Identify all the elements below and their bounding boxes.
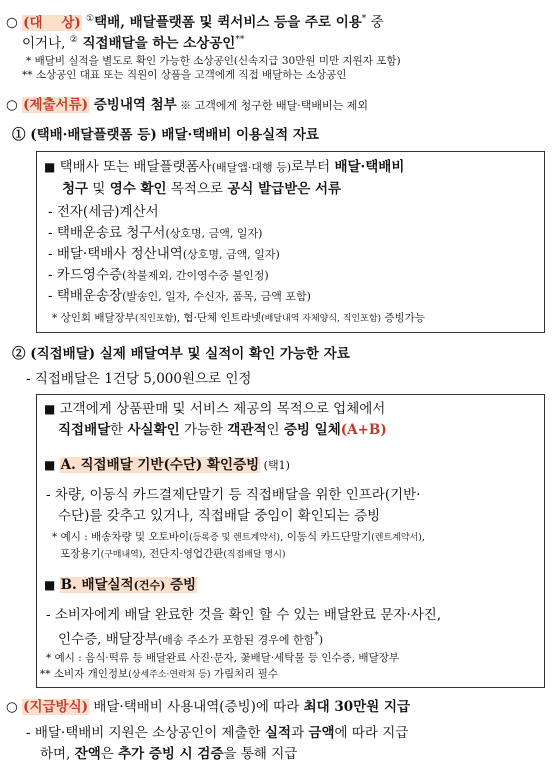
item1-list-2 (48, 245, 280, 264)
item1-heading (12, 126, 319, 144)
item2-B-line-2 (58, 627, 323, 650)
item2-box-line-1 (44, 400, 385, 418)
square-bullet: ■ (44, 578, 56, 592)
footnote-text: * 상인회 배달장부 (52, 312, 135, 324)
subsection-title: B. 배달실적 (60, 577, 134, 593)
box-bold: 청구 (62, 181, 89, 197)
target-note-2 (22, 68, 347, 82)
note-text: * 예시 : 배송차량 및 오토바이 (52, 531, 190, 543)
pay-line-2 (26, 724, 408, 742)
list-item: - 배달·택배사 정산내역 (48, 246, 183, 262)
box-bold: 증빙 일체 (283, 422, 341, 438)
item2-B-line-1 (46, 606, 441, 624)
item2-sub (26, 370, 251, 388)
target-line-2 (22, 31, 244, 53)
docs-title: 증빙내역 첨부 (89, 97, 177, 113)
pay-line-3 (40, 745, 297, 763)
pay-bold: 최대 30만원 지급 (303, 699, 411, 715)
item2-A-line-2 (58, 507, 380, 525)
box-bold: 배달·택배비 (334, 159, 405, 175)
box-text: 한 (110, 422, 128, 438)
note-text: , (421, 531, 426, 543)
note-mark: * (26, 55, 32, 67)
subsection-tag: (택1) (260, 459, 290, 472)
paragraph-small: ) (318, 633, 324, 647)
paragraph-small: (배송 주소가 포함된 경우에 한함 (157, 633, 315, 647)
square-bullet: ■ (44, 160, 56, 174)
box-bold: 직접배달 (58, 422, 111, 438)
note-small: (상세주소·연락처 등) (128, 670, 211, 680)
target-line2-text: 이거나, (22, 35, 70, 52)
item2-A-line-1 (46, 486, 420, 504)
box-bold: 객관적 (227, 422, 267, 438)
paragraph-text: 수단)를 갖추고 있거나, 직접배달 중임이 확인되는 증빙 (58, 508, 381, 524)
pay-text: 과 (291, 725, 309, 741)
box-bold: 사실확인 (127, 422, 180, 438)
item2-A-title (44, 456, 290, 475)
star-marker: ** (235, 35, 245, 45)
sup-marker: ① (86, 14, 95, 24)
target-tag: (대 상) (23, 14, 81, 31)
list-item: - 택배운송료 청구서 (48, 225, 166, 241)
box-red: (A+B) (340, 422, 387, 438)
box-text: 인 (266, 422, 284, 438)
note-mark: ** (22, 69, 33, 81)
box-text: 목적으로 (166, 181, 228, 197)
item2-subtext: - 직접배달은 1건당 5,000원으로 인정 (26, 371, 252, 387)
list-item-detail: (착불제외, 간이영수증 불인정) (122, 269, 269, 282)
box-text: 및 (88, 181, 110, 197)
list-item: - 택배운송장 (48, 288, 123, 304)
docs-tag: (제출서류) (23, 97, 89, 113)
sup-marker: ② (69, 35, 78, 45)
pay-tag: (지급방식) (23, 699, 89, 715)
item-title: (택배·배달플랫폼 등) 배달·택배비 이용실적 자료 (30, 127, 319, 143)
box-text: 고객에게 상품판매 및 서비스 제공의 목적으로 업체에서 (59, 401, 386, 417)
box-text: 택배사 또는 배달플랫폼사 (59, 159, 212, 175)
square-bullet: ■ (44, 458, 56, 472)
item1-list-1 (48, 224, 262, 243)
bullet-circle: ○ (6, 699, 18, 715)
footnote-small: (배달내역 자체양식, 직인포함) (261, 314, 382, 324)
item2-heading (12, 345, 350, 363)
pay-bold: 잔액 (74, 746, 101, 762)
pay-text: 배달·택배비 사용내역(증빙)에 따라 (89, 699, 304, 715)
item1-list-3 (48, 266, 269, 285)
item2-B-title (44, 576, 197, 595)
pay-text: 은 (100, 746, 119, 762)
subsection-title: A. 직접배달 기반(수단) 확인증빙 (60, 457, 260, 473)
item2-B-note-2 (40, 667, 278, 682)
note-text: ** 소비자 개인정보 (40, 668, 129, 680)
item1-box-line-2 (62, 180, 341, 198)
docs-note: ※ 고객에게 청구한 배달·택배비는 제외 (176, 99, 369, 112)
target-line2-bold: 직접배달을 하는 소상공인 (77, 35, 236, 52)
pay-bold: 실적 (264, 725, 292, 741)
pay-line-1 (6, 698, 410, 716)
square-bullet: ■ (44, 402, 56, 416)
note-small: (직접배달 명시) (223, 550, 286, 560)
note-text: , 이동식 카드단말기 (280, 531, 372, 543)
pay-bold: 금액 (308, 725, 335, 741)
item-title: (직접배달) 실제 배달여부 및 실적이 확인 가능한 자료 (30, 346, 350, 362)
target-bold: 주로 이용 (304, 14, 362, 31)
item-number: ② (12, 346, 26, 362)
target-line-1 (6, 10, 384, 32)
footnote-small: (직인포함) (134, 314, 177, 324)
box-small: (배달앱·대행 등) (211, 161, 292, 174)
footnote-text: , 협·단체 인트라넷 (176, 312, 262, 324)
target-note-1 (26, 54, 401, 68)
item-number: ① (12, 127, 26, 143)
note-text: 포장용기 (60, 548, 101, 560)
pay-text: 하며, (40, 746, 75, 762)
note-small: (구매내역) (100, 550, 143, 560)
pay-text: 을 통해 지급 (223, 746, 298, 762)
paragraph-text: - 소비자에게 배달 완료한 것을 확인 할 수 있는 배달완료 문자·사진, (46, 607, 442, 623)
list-item: - 카드영수증 (48, 267, 123, 283)
paragraph-text: 인수증, 배달장부 (58, 631, 158, 648)
box-text: 로부터 (291, 159, 335, 175)
list-item-detail: (상호명, 금액, 일자) (165, 227, 263, 240)
note-text: * 예시 : 음식·떡류 등 배달완료 사진·문자, 꽃배달·세탁물 등 인수증, 배달장부 (46, 652, 399, 664)
footnote-text: 증빙가능 (381, 312, 425, 324)
note-text: , 전단지·영업간판 (142, 548, 224, 560)
bullet-circle: ○ (6, 14, 18, 31)
star-marker: * (361, 14, 367, 24)
bullet-circle: ○ (6, 97, 18, 113)
subsection-small: (건수) (133, 579, 166, 592)
item2-A-note-1 (52, 530, 425, 545)
list-item-detail: (발송인, 일자, 수신자, 품목, 금액 포함) (122, 290, 311, 303)
note-small: (렌트계약서) (371, 533, 422, 543)
note-small: (등록증 및 렌트계약서) (189, 533, 281, 543)
target-text-end: 중 (366, 14, 384, 31)
note-text: 배달비 실적을 별도로 확인 가능한 소상공인(신속지급 30만원 미만 지원자 포함) (31, 55, 401, 67)
item2-A-note-2 (60, 547, 285, 562)
item1-list-0 (48, 203, 159, 221)
pay-text: - 배달·택배비 지원은 소상공인이 제출한 (26, 725, 265, 741)
box-bold: 영수 확인 (109, 181, 167, 197)
subsection-title-end: 증빙 (165, 577, 197, 593)
note-text: 가림처리 필수 (210, 668, 279, 680)
list-item-detail: (상호명, 금액, 일자) (182, 248, 280, 261)
target-text: 택배, 배달플랫폼 및 퀵서비스 등을 (94, 14, 305, 31)
item1-footnote (52, 311, 425, 326)
item2-box-line-2 (58, 421, 387, 439)
note-text: 소상공인 대표 또는 직원이 상품을 고객에게 직접 배달하는 소상공인 (32, 69, 347, 81)
docs-line (6, 96, 368, 115)
box-text: 가능한 (179, 422, 228, 438)
item2-B-note-1 (46, 651, 399, 665)
paragraph-text: - 차량, 이동식 카드결제단말기 등 직접배달을 위한 인프라(기반· (46, 487, 421, 503)
box-bold: 공식 발급받은 서류 (227, 181, 342, 197)
item1-box-line-1 (44, 158, 404, 177)
star-marker: * (314, 631, 319, 641)
list-item: - 전자(세금)계산서 (48, 204, 159, 220)
pay-bold: 추가 증빙 시 검증 (118, 746, 224, 762)
pay-text: 에 따라 지급 (334, 725, 409, 741)
item1-list-4 (48, 287, 311, 306)
